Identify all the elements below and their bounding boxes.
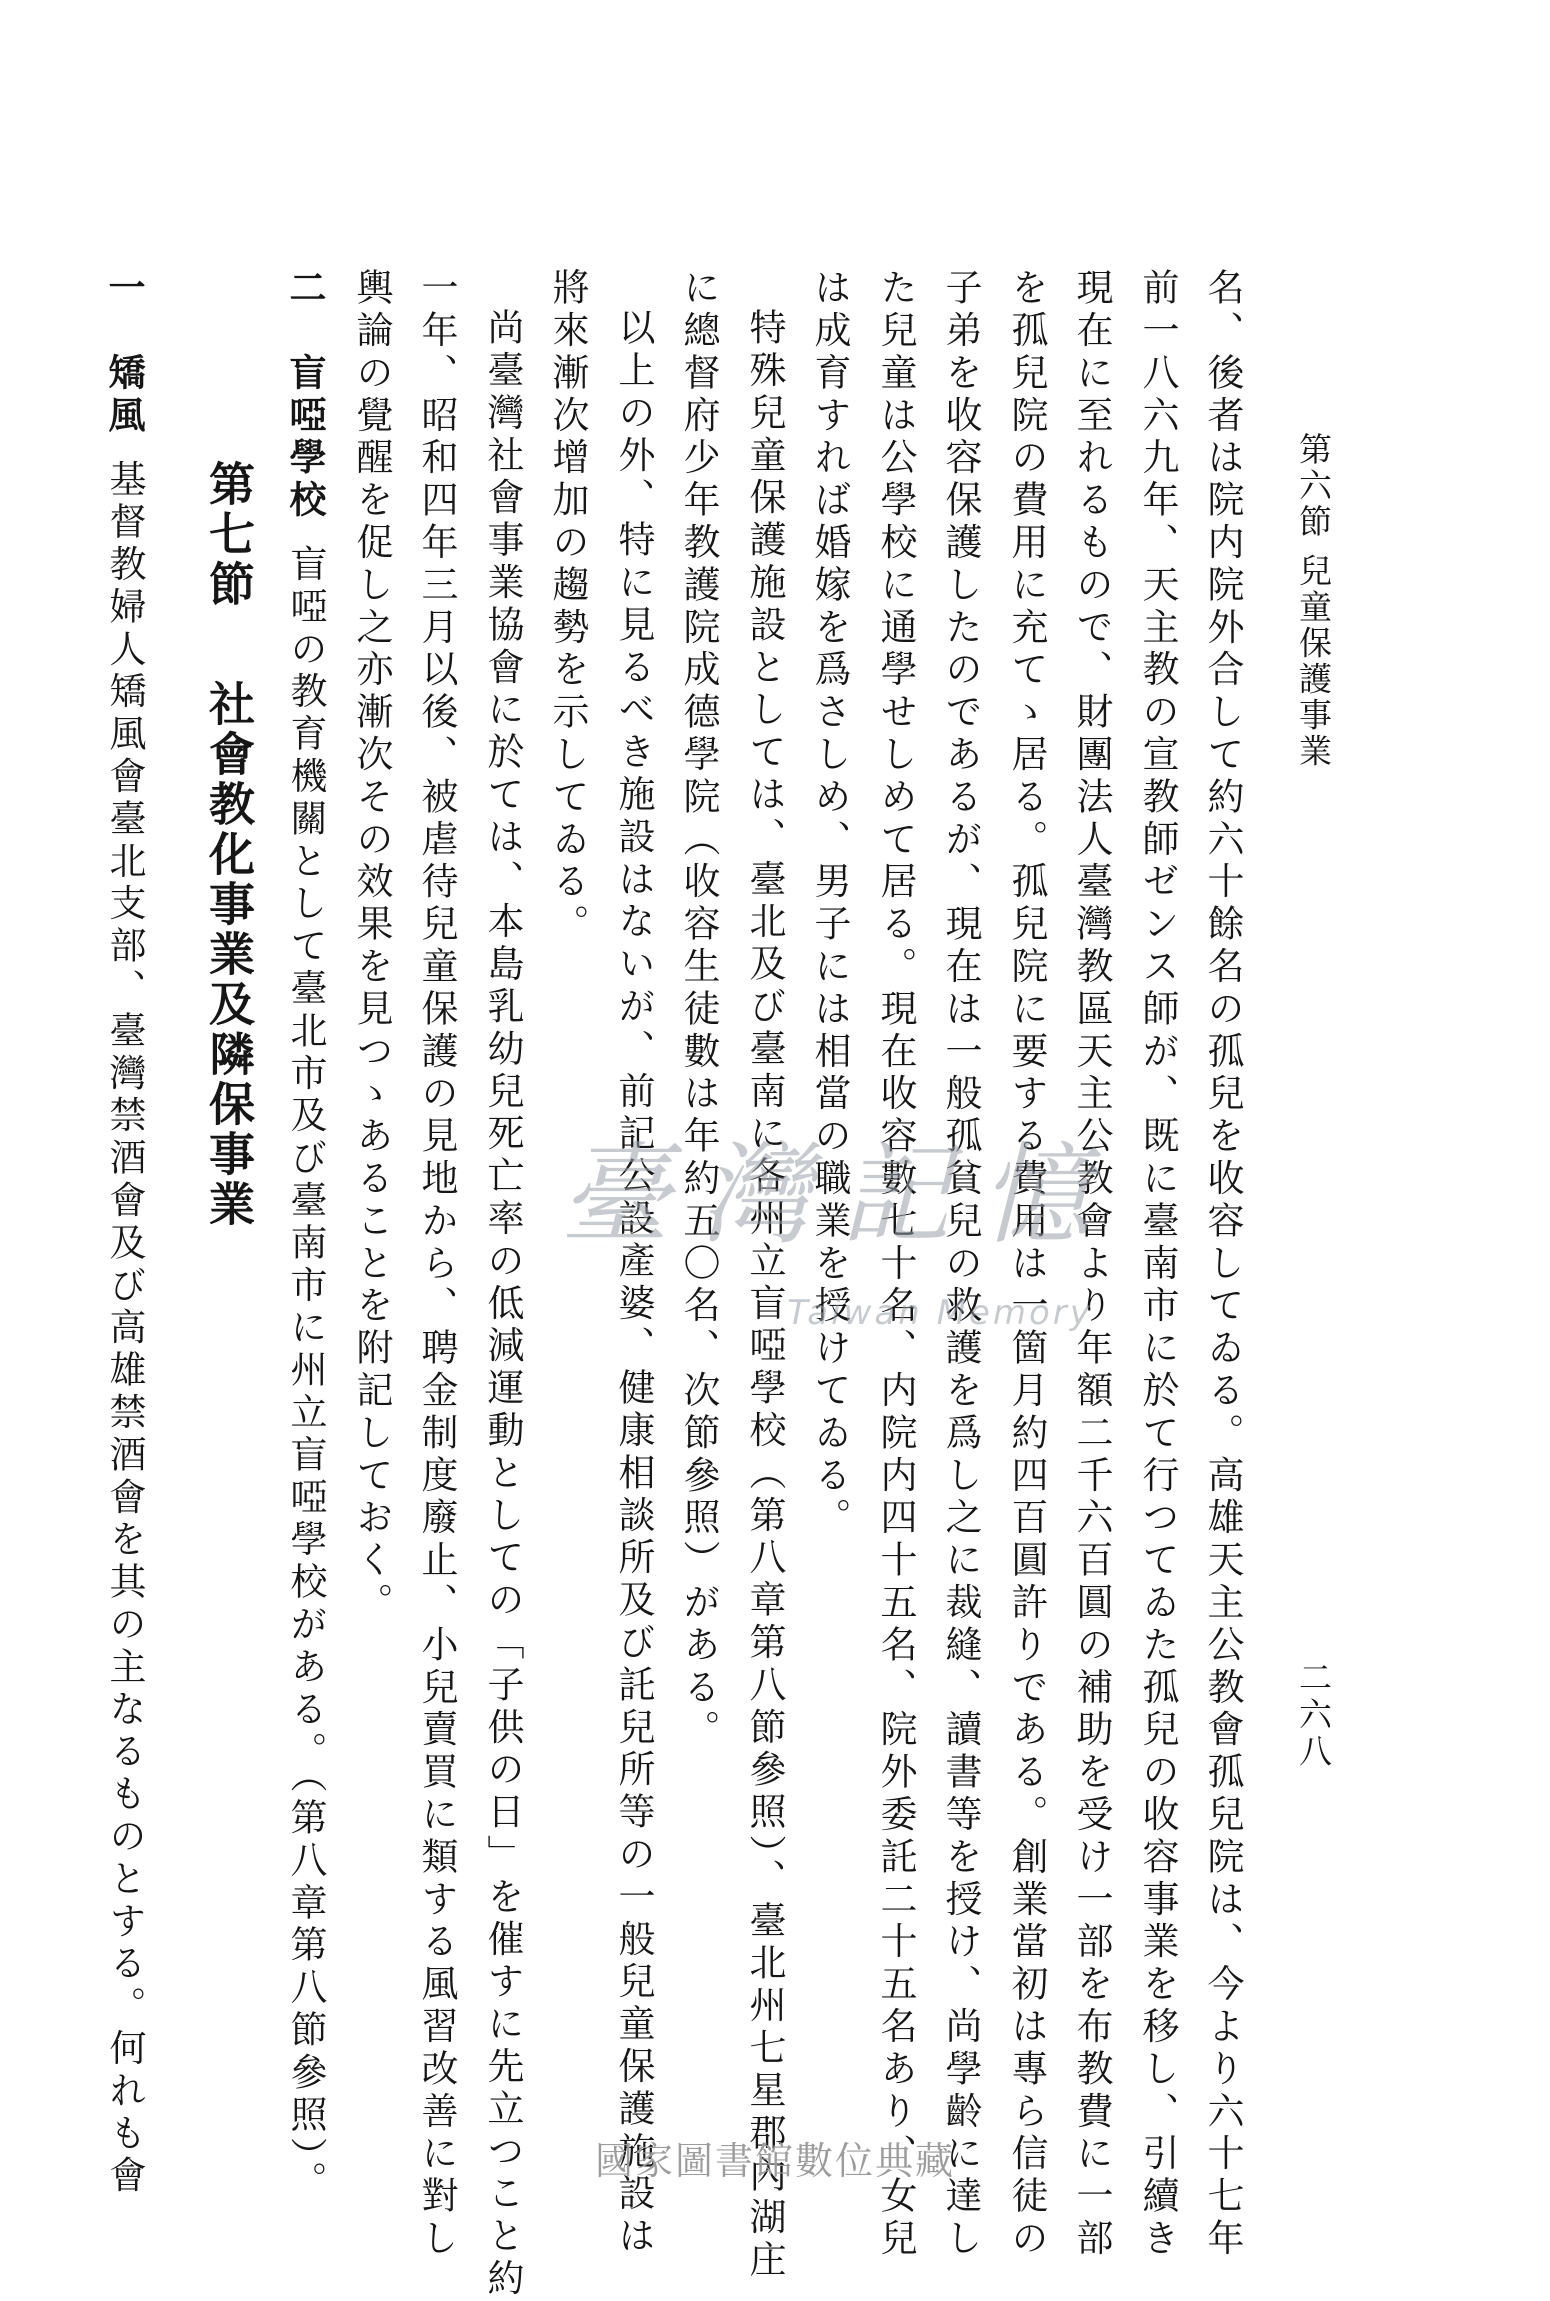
item-blind-deaf-schools xyxy=(283,268,327,2203)
text-column: 名、後者は院内院外合して約六十餘名の孤兒を收容してゐる。高雄天主公教會孤兒院は、今より六十七年 xyxy=(1201,268,1244,2261)
watermark-text: 臺灣記憶 xyxy=(560,1131,1120,1259)
section-title: 社會教化事業及隣保事業 xyxy=(202,680,256,1230)
text-column: 特殊兒童保護施設としては、臺北及び臺南に各州立盲啞學校（第八章第八節參照）、臺北州七星郡內湖庄 xyxy=(743,308,786,2283)
running-header: 第六節 兒童保護事業 xyxy=(1294,432,1333,770)
text-column: 以上の外、特に見るべき施設はないが、前記公設產婆、健康相談所及び託兒所等の一般兒童保護施設は xyxy=(612,308,655,2259)
text-column: た兒童は公學校に通學せしめて居る。現在收容數七十名、内院内四十五名、院外委託二十五名あり、女兒 xyxy=(874,268,917,2261)
text-column: 一年、昭和四年三月以後、被虐待兒童保護の見地から、聘金制度廢止、小兒賣買に類する風習改善に對し xyxy=(415,268,458,2261)
text-column: を孤兒院の費用に充てゝ居る。孤兒院に要する費用は一箇月約四百圓許りである。創業當初は專ら信徒の xyxy=(1005,268,1048,2261)
footer-credit: 國家圖書館數位典藏 xyxy=(594,2139,955,2183)
watermark-subtext: Taiwan Memory xyxy=(787,1293,1093,1333)
text-column: 現在に至れるもので、財團法人臺灣教區天主公教會より年額二千六百圓の補助を受け一部を布教費に一部 xyxy=(1070,268,1113,2261)
item-label: 一 矯風 xyxy=(102,268,146,438)
text-column: は成育すれば婚嫁を爲さしめ、男子には相當の職業を授けてゐる。 xyxy=(808,268,851,1540)
text-column: 輿論の覺醒を促し之亦漸次その效果を見つゝあることを附記しておく。 xyxy=(350,268,393,1625)
text-column: 尚臺灣社會事業協會に於ては、本島乳幼兒死亡率の低減運動としての「子供の日」を催すに先立つこと約 xyxy=(481,308,524,2301)
item-text: 基督教婦人矯風會臺北支部、臺灣禁酒會及び高雄禁酒會を其の主なるものとする。何れも會 xyxy=(103,459,146,2199)
section-number: 第七節 xyxy=(202,460,256,610)
item-label: 二 盲啞學校 xyxy=(283,268,327,523)
item-text: 盲啞の教育機關として臺北市及び臺南市に州立盲啞學校がある。（第八章第八節參照）。 xyxy=(284,544,327,2204)
page-number: 二六八 xyxy=(1294,1660,1333,1771)
text-column: に總督府少年教護院成德學院（收容生徒數は年約五〇名、次節參照）がある。 xyxy=(677,268,720,1752)
section-heading xyxy=(204,460,254,1230)
text-column: 前一八六九年、天主教の宣教師ゼンス師が、既に臺南市に於て行つてゐた孤兒の收容事業を移し、引續き xyxy=(1136,268,1179,2261)
text-column: 將來漸次增加の趨勢を示してゐる。 xyxy=(546,268,589,947)
text-column: 子弟を收容保護したのであるが、現在は一般孤貧兒の救護を爲し之に裁縫、讀書等を授け、尚學齡に達し xyxy=(939,268,982,2261)
item-moral-reform xyxy=(102,268,146,2198)
